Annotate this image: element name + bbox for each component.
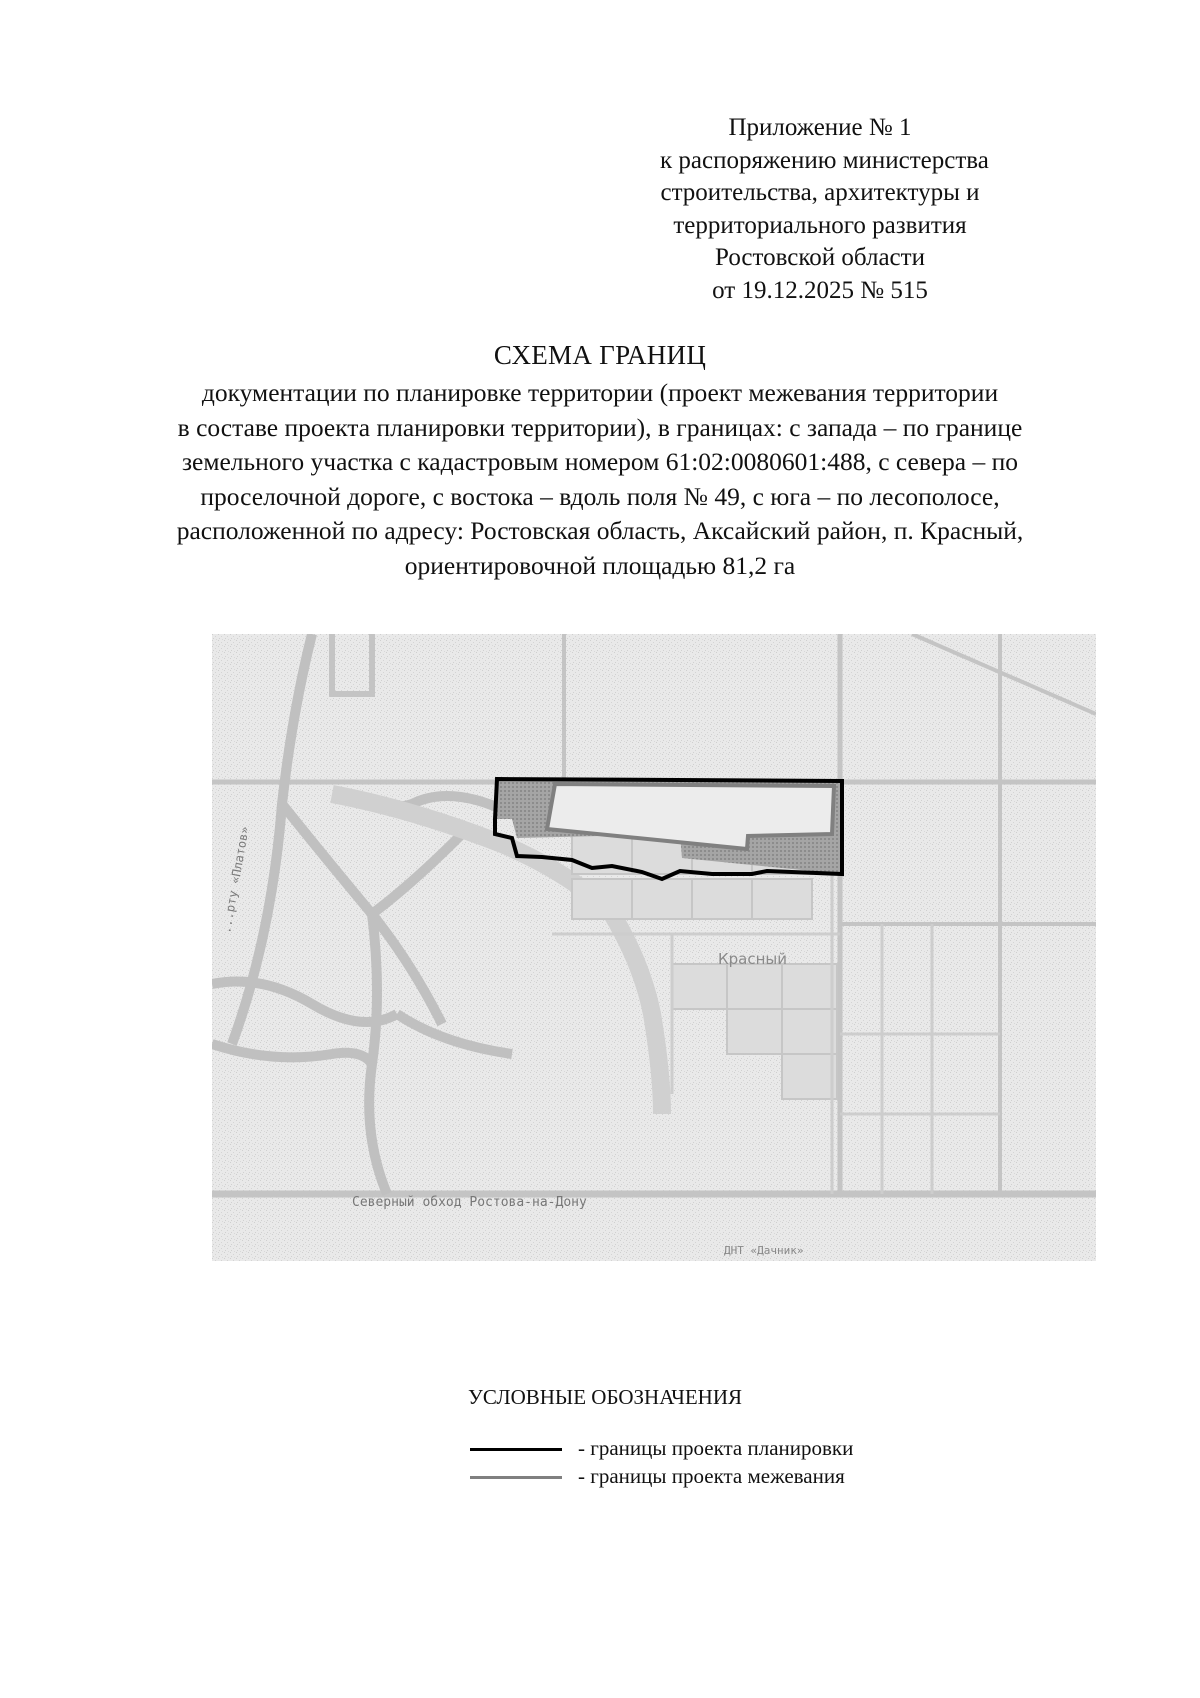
road-label-south: Северный обход Ростова-на-Дону (352, 1195, 587, 1210)
legend-label: - границы проекта межевания (578, 1464, 845, 1488)
appendix-line: территориального развития (673, 211, 967, 239)
appendix-line: строительства, архитектуры и (660, 179, 980, 206)
dnt-label: ДНТ «Дачник» (724, 1244, 804, 1257)
document-title: СХЕМА ГРАНИЦ (493, 340, 707, 370)
appendix-line: Ростовской области (715, 244, 925, 271)
subtitle-line: проселочной дороге, с востока – вдоль поля № 49, с юга – по лесополосе, (200, 481, 1000, 511)
appendix-line: от 19.12.2025 № 515 (712, 276, 928, 304)
appendix-line: Приложение № 1 (728, 114, 912, 141)
road-label-west: ...рту «Платов» (219, 825, 252, 935)
document-subtitle (150, 376, 1050, 583)
subtitle-line: земельного участка с кадастровым номером 61:02:0080601:488, с севера – по (181, 447, 1019, 476)
appendix-block (660, 112, 989, 307)
map-background (212, 634, 1096, 1261)
legend-label: - границы проекта планировки (578, 1436, 854, 1460)
appendix-line: к распоряжению министерства (660, 146, 989, 174)
legend-title: УСЛОВНЫЕ ОБОЗНАЧЕНИЯ (467, 1385, 743, 1409)
legend-line-surveying (470, 1476, 562, 1479)
boundary-map (212, 634, 1096, 1261)
subtitle-line: расположенной по адресу: Ростовская область, Аксайский район, п. Красный, (176, 516, 1024, 545)
settlement-label: Красный (718, 950, 788, 968)
subtitle-line: документации по планировке территории (проект межевания территории (201, 378, 999, 407)
legend-line-planning (470, 1448, 562, 1451)
subtitle-line: ориентировочной площадью 81,2 га (404, 550, 796, 580)
subtitle-line: в составе проекта планировки территории), в границах: с запада – по границе (177, 412, 1023, 442)
